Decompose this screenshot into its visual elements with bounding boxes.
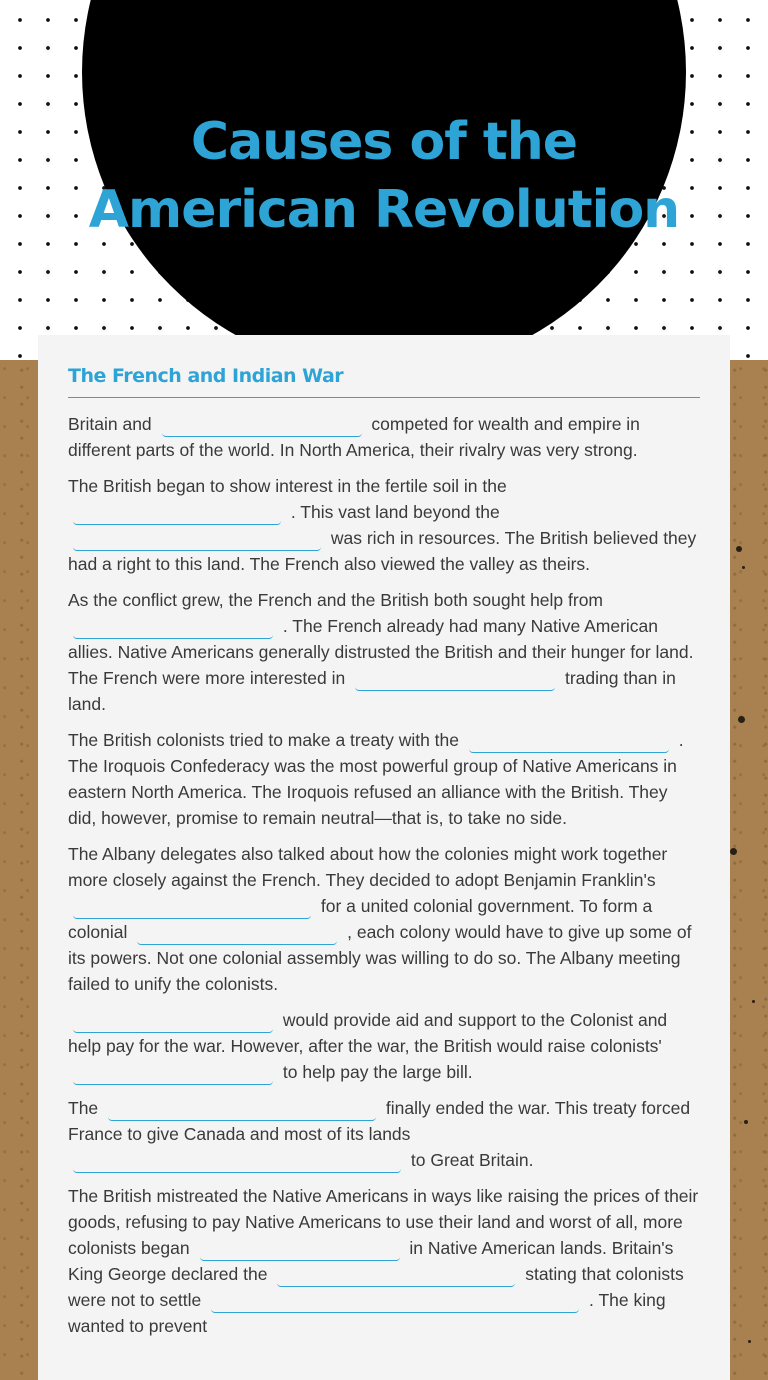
text: . The king wanted to prevent (68, 1290, 666, 1336)
text: The British mistreated the Native Americans in ways like raising the prices of their goods, refusing to pay Native Americans to use their land and worst of all, more colonists began (68, 1186, 699, 1258)
text: , each colony would have to give up some of its powers. Not one colonial assembly was willing to do so. The Albany meeting failed to unify the colonists. (68, 922, 692, 994)
blank-field[interactable] (73, 530, 321, 551)
paragraph-4 (68, 727, 700, 831)
blank-field[interactable] (137, 924, 337, 945)
text: would provide aid and support to the Colonist and help pay for the war. However, after the war, the British would raise colonists' (68, 1010, 668, 1056)
section-title: The French and Indian War (68, 365, 700, 398)
text: As the conflict grew, the French and the British both sought help from (68, 590, 604, 610)
blank-field[interactable] (211, 1292, 579, 1313)
paragraph-6 (68, 1007, 700, 1085)
page-title (82, 108, 686, 244)
text: . The French already had many Native American allies. Native Americans generally distrusted the British and their hunger for land. The French were more interested in (68, 616, 694, 688)
cork-speck (742, 566, 745, 569)
text: The (68, 1098, 99, 1118)
text: finally ended the war. This treaty forced France to give Canada and most of its lands (68, 1098, 691, 1144)
title-line-2: American Revolution (88, 180, 680, 240)
cork-speck (730, 848, 737, 855)
blank-field[interactable] (73, 898, 311, 919)
blank-field[interactable] (162, 416, 362, 437)
text: was rich in resources. The British believed they had a right to this land. The French also viewed the valley as theirs. (68, 528, 697, 574)
text: for a united colonial government. To form a colonial (68, 896, 653, 942)
cork-speck (736, 546, 742, 552)
blank-field[interactable] (73, 618, 273, 639)
text: stating that colonists were not to settle (68, 1264, 684, 1310)
text: to help pay the large bill. (282, 1062, 473, 1082)
cork-speck (738, 716, 745, 723)
blank-field[interactable] (73, 504, 281, 525)
cork-speck (752, 1000, 755, 1003)
paragraph-2 (68, 473, 700, 577)
text: The British colonists tried to make a treaty with the (68, 730, 459, 750)
text: in Native American lands. Britain's King George declared the (68, 1238, 674, 1284)
text: The British began to show interest in the fertile soil in the (68, 476, 507, 496)
text: . This vast land beyond the (290, 502, 500, 522)
title-line-1: Causes of the (190, 112, 578, 172)
blank-field[interactable] (469, 732, 669, 753)
text: trading than in land. (68, 668, 676, 714)
paragraph-7 (68, 1095, 700, 1173)
blank-field[interactable] (73, 1064, 273, 1085)
blank-field[interactable] (200, 1240, 400, 1261)
paragraph-5 (68, 841, 700, 997)
text: . The Iroquois Confederacy was the most powerful group of Native Americans in eastern North America. The Iroquois refused an alliance with the British. They did, however, promise to remain neutral—that is, to take no side. (68, 730, 684, 828)
blank-field[interactable] (73, 1152, 401, 1173)
paragraph-8 (68, 1183, 700, 1339)
text: to Great Britain. (410, 1150, 534, 1170)
cork-speck (744, 1120, 748, 1124)
text: Britain and (68, 414, 152, 434)
blank-field[interactable] (73, 1012, 273, 1033)
text: The Albany delegates also talked about how the colonies might work together more closely against the French. They decided to adopt Benjamin Franklin's (68, 844, 668, 890)
text: competed for wealth and empire in different parts of the world. In North America, their rivalry was very strong. (68, 414, 640, 460)
blank-field[interactable] (355, 670, 555, 691)
cork-speck (748, 1340, 751, 1343)
blank-field[interactable] (277, 1266, 515, 1287)
worksheet-card (38, 335, 730, 1380)
paragraph-1 (68, 411, 700, 463)
blank-field[interactable] (108, 1100, 376, 1121)
paragraph-3 (68, 587, 700, 717)
worksheet-content (68, 411, 700, 1349)
